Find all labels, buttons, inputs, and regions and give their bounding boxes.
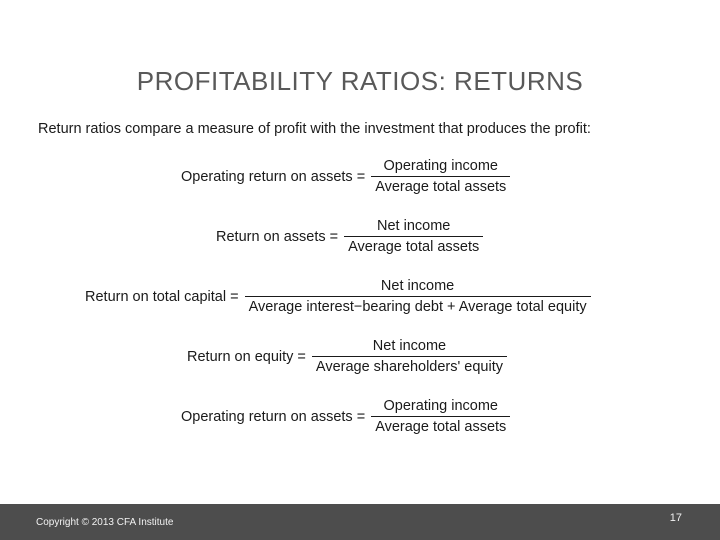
formula-label: Operating return on assets = — [181, 168, 366, 185]
fraction — [344, 218, 483, 255]
formula-label: Operating return on assets = — [181, 408, 366, 425]
numerator: Net income — [312, 338, 507, 357]
numerator: Net income — [344, 218, 483, 237]
denominator: Average shareholders' equity — [315, 359, 503, 375]
numerator: Operating income — [371, 158, 510, 177]
formula-label: Return on equity = — [187, 348, 306, 365]
fraction — [371, 158, 510, 195]
formula-operating-roa-repeat — [181, 398, 510, 435]
footer-bar — [0, 504, 720, 540]
formula-label: Return on assets = — [216, 228, 339, 245]
formula-return-on-total-capital — [85, 278, 591, 315]
fraction — [312, 338, 507, 375]
slide-title: PROFITABILITY RATIOS: RETURNS — [136, 66, 584, 96]
denominator: Average total assets — [375, 179, 507, 195]
denominator: Average interest−bearing debt + Average total equity — [248, 299, 587, 315]
denominator: Average total assets — [375, 419, 507, 435]
fraction — [371, 398, 510, 435]
denominator: Average total assets — [348, 239, 480, 255]
numerator: Net income — [245, 278, 591, 297]
formula-roe — [187, 338, 507, 375]
fraction — [245, 278, 591, 315]
formula-label: Return on total capital = — [85, 288, 239, 305]
copyright-text: Copyright © 2013 CFA Institute — [36, 517, 174, 528]
intro-text: Return ratios compare a measure of profit with the investment that produces the profit: — [38, 121, 591, 137]
formula-operating-roa — [181, 158, 510, 195]
formula-roa — [216, 218, 483, 255]
page-number: 17 — [669, 512, 682, 524]
numerator: Operating income — [371, 398, 510, 417]
